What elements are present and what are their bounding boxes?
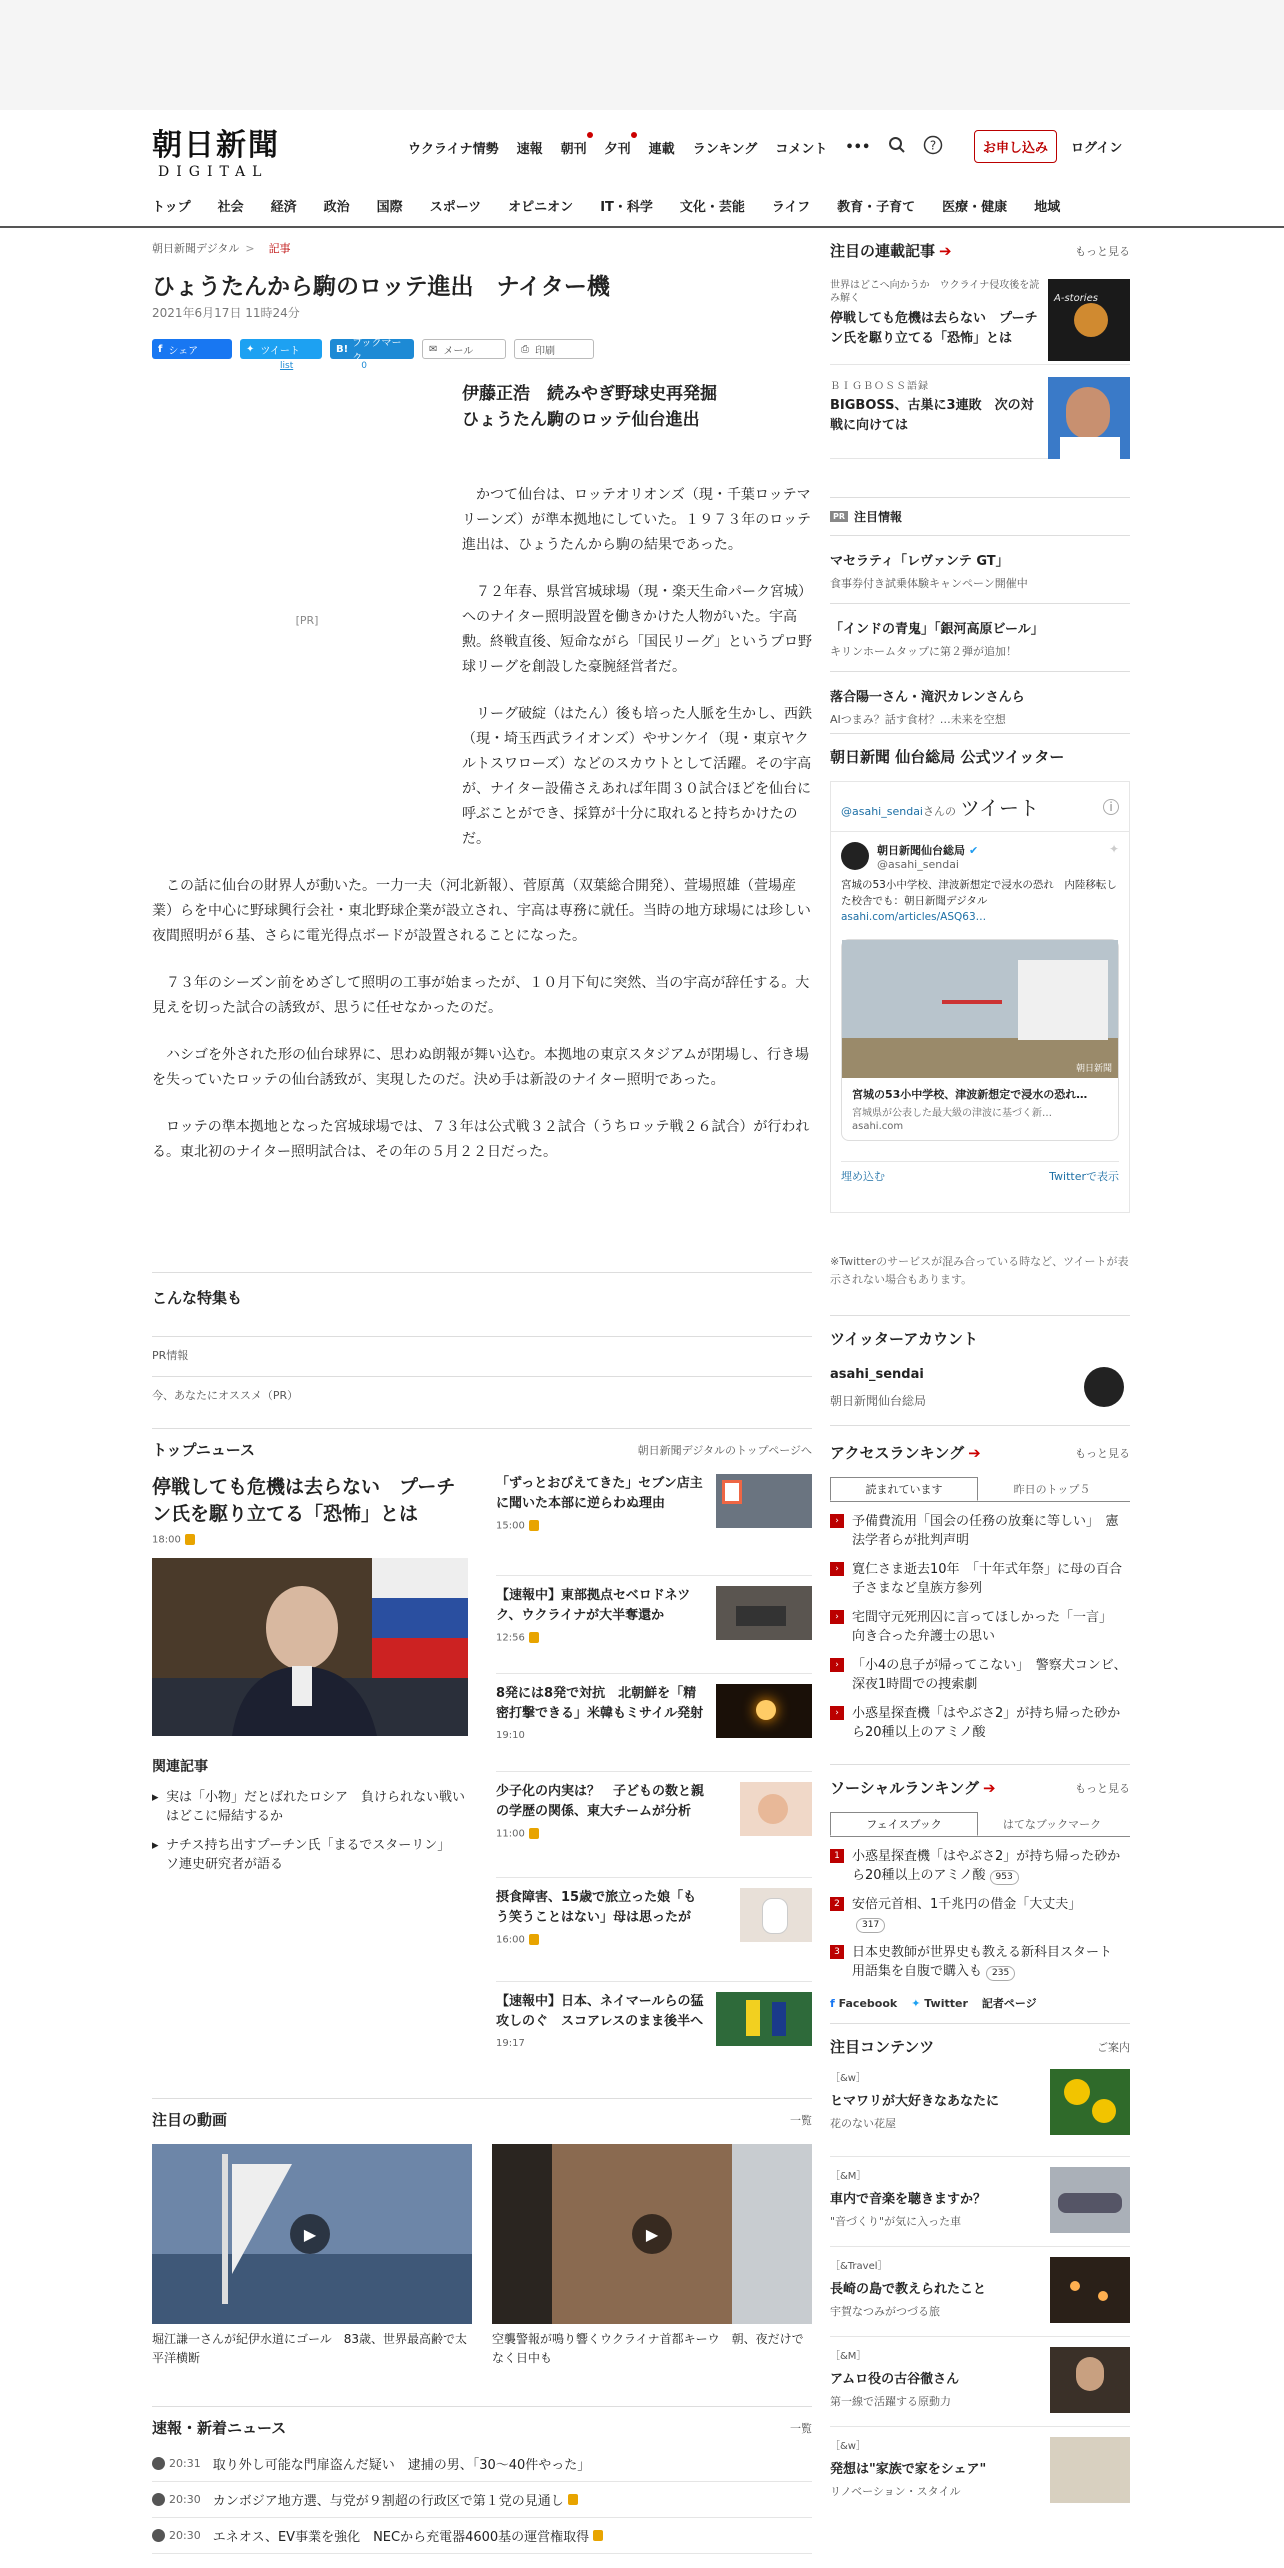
mail-label: メール — [443, 345, 474, 357]
top-news-thumb — [716, 1992, 812, 2046]
content-item[interactable] — [830, 2069, 1130, 2157]
top-news-item[interactable] — [496, 1674, 812, 1772]
cat-life[interactable]: ライフ — [771, 200, 811, 215]
pr-item[interactable] — [830, 603, 1130, 659]
ranking-item[interactable] — [830, 1512, 1130, 1550]
breaking-text: カンボジア地方選、与党が９割超の行政区で第１党の見通し — [212, 2494, 564, 2509]
article-paragraph: ７３年のシーズン前をめざして照明の工事が始まったが、１０月下旬に突然、当の宇高が辞任する。大見えを切った試合の誘致が、思うに任せなかったのだ。 — [152, 975, 810, 1016]
facebook-link[interactable] — [830, 1997, 897, 2010]
top-news-item[interactable] — [496, 1772, 812, 1878]
access-ranking — [830, 1425, 1130, 1742]
content-sub: 宇賀なつみがつづる旅 — [830, 2305, 940, 2318]
share-bar — [152, 338, 812, 364]
twitter-section-title: 朝日新聞 仙台総局 公式ツイッター — [830, 748, 1065, 766]
share-count-badge: 235 — [986, 1966, 1015, 1981]
serial-item-title: 停戦しても危機は去らない プーチン氏を駆り立てる「恐怖」とは — [830, 311, 1038, 346]
content-item[interactable] — [830, 2437, 1130, 2498]
clock-icon — [152, 2529, 165, 2542]
serial-item[interactable] — [830, 369, 1130, 459]
lead-title[interactable]: 停戦しても危機は去らない プーチン氏を駆り立てる「恐怖」とは — [152, 1476, 456, 1525]
top-news-item-title: 【速報中】日本、ネイマールらの猛攻しのぐ スコアレスのまま後半へ — [496, 1994, 704, 2029]
serial-title: 注目の連載記事 — [830, 242, 936, 260]
tab-read[interactable]: 読まれています — [830, 1477, 978, 1501]
nav-morning-label: 朝刊 — [560, 142, 587, 157]
top-news-item-time: 11:00 — [496, 1828, 525, 1840]
content-title: ヒマワリが大好きなあなたに — [830, 2094, 1000, 2109]
cat-health[interactable]: 医療・健康 — [942, 200, 1008, 215]
verified-icon: ✔ — [969, 844, 979, 857]
content-title: 長崎の島で教えられたこと — [830, 2282, 987, 2297]
article-paragraph: ７２年春、県営宮城球場（現・楽天生命パーク宮城）へのナイター照明設置を働きかけた人物がいた。宇高勲。終戦直後、短命ながら「国民リーグ」というプロ野球リーグを創設した豪腕経営者だ。 — [462, 584, 812, 675]
twitter-link[interactable] — [911, 1997, 968, 2010]
top-news-item-time: 19:17 — [496, 2038, 525, 2049]
top-news-item-title: 少子化の内実は？ 子どもの数と親の学歴の関係、東大チームが分析 — [496, 1784, 705, 1819]
tweet-card-image — [842, 940, 1118, 1078]
twitter-bird-icon: ✦ — [1108, 842, 1119, 856]
twitter-section — [830, 733, 1130, 1289]
rank-number-icon: 3 — [830, 1945, 844, 1959]
facebook-icon: f — [158, 343, 163, 355]
rank-number-icon: › — [830, 1610, 844, 1624]
lead-time: 18:00 — [152, 1534, 181, 1546]
related-item-text: ナチス持ち出すプーチン氏「まるでスターリン」 ソ連史研究者が語る — [166, 1837, 457, 1872]
share-counts — [152, 361, 812, 371]
ad-box[interactable] — [152, 381, 462, 859]
lead-photo — [152, 1558, 468, 1736]
related-item[interactable]: ▸ ナチス持ち出すプーチン氏「まるでスターリン」 ソ連史研究者が語る — [152, 1837, 457, 1872]
arrow-right-icon: ➔ — [968, 1444, 981, 1462]
clock-icon — [152, 2457, 165, 2470]
tweet-label: ツイート — [260, 345, 300, 357]
content-item[interactable] — [830, 2167, 1130, 2247]
content-title: 発想は"家族で家をシェア" — [830, 2462, 987, 2477]
pr-item-title: マセラティ「レヴァンテ GT」 — [830, 554, 1009, 569]
rank-number-icon: › — [830, 1706, 844, 1720]
facebook-share-label: シェア — [168, 345, 199, 357]
content-thumb — [1050, 2437, 1130, 2503]
social-ranking-text: 安倍元首相、1千兆円の借金「大丈夫」 — [852, 1897, 1082, 1912]
top-page-link[interactable]: 朝日新聞デジタルのトップページへ — [637, 1443, 812, 1457]
facebook-icon: f — [830, 1996, 839, 2010]
hatena-icon: B! — [336, 343, 349, 355]
content-thumb — [1050, 2167, 1130, 2233]
top-news-item-time: 16:00 — [496, 1934, 525, 1946]
tab-hatena[interactable]: はてなブックマーク — [1002, 1818, 1102, 1831]
twitter-account — [830, 1315, 1130, 1409]
lock-icon — [529, 1934, 539, 1945]
article-paragraph: ハシゴを外された形の仙台球界に、思わぬ朗報が舞い込む。本拠地の東京スタジアムが閉場し、行き場を失っていたロッテの仙台誘致が、実現したのだ。決め手は新設のナイター照明であった。 — [152, 1047, 810, 1088]
content-title: 車内で音楽を聴きますか？ — [830, 2192, 987, 2207]
top-news-item-time: 19:10 — [496, 1730, 525, 1741]
more-menu-icon[interactable]: ••• — [845, 140, 871, 155]
ranking-item-text: 寛仁さま逝去10年 「十年式年祭」に母の百合子さまなど皇族方参列 — [852, 1562, 1123, 1596]
sidebar — [830, 240, 1130, 2498]
content-item[interactable] — [830, 2347, 1130, 2427]
videos-title: 注目の動画 — [152, 2111, 228, 2129]
ad-label: [PR] — [295, 613, 319, 627]
mail-button[interactable] — [422, 339, 506, 359]
tweet-user-name: 朝日新聞仙台総局 — [877, 844, 965, 857]
videos-more-link[interactable]: 一覧 — [790, 2113, 812, 2127]
pr-badge: PR — [830, 511, 848, 522]
breadcrumb — [152, 240, 812, 256]
site-header — [0, 110, 1284, 228]
reporter-page-link[interactable]: 記者ページ — [981, 1997, 1037, 2010]
social-ranking-item[interactable] — [830, 1895, 1130, 1933]
serial-header — [830, 240, 1130, 261]
breaking-section — [152, 2406, 812, 2554]
twitter-bird-icon: ✦ — [246, 343, 255, 355]
breadcrumb-home[interactable]: 朝日新聞デジタル — [152, 242, 240, 255]
videos-section — [152, 2098, 812, 2368]
rank-number-icon: 1 — [830, 1849, 844, 1863]
nav-evening[interactable] — [605, 138, 631, 157]
main-column — [152, 240, 812, 1165]
rank-number-icon: › — [830, 1658, 844, 1672]
related-title: 関連記事 — [152, 1758, 208, 1775]
pr-item-sub: AIつまみ？話す食材？…未来を空想 — [830, 713, 1006, 726]
header-icons — [886, 134, 958, 156]
pr-item-title: 落合陽一さん・滝沢カレンさんら — [830, 690, 1025, 705]
pr-section — [830, 497, 1130, 727]
hatena-count[interactable]: 0 — [361, 361, 367, 371]
social-ranking-more[interactable]: もっと見る — [1075, 1781, 1130, 1795]
videos-list — [152, 2144, 812, 2368]
article-paragraph: ロッテの準本拠地となった宮城球場では、７３年は公式戦３２試合（うちロッテ戦２６試合）が行われる。東北初のナイター照明試合は、その年の５月２２日だった。 — [152, 1119, 810, 1160]
tab-yesterday[interactable]: 昨日のトップ５ — [1013, 1483, 1091, 1496]
top-news-item[interactable] — [496, 1982, 812, 2078]
contents-title: 注目コンテンツ — [830, 2038, 935, 2056]
rank-number-icon: › — [830, 1514, 844, 1528]
pr-item-sub: キリンホームタップに第２弾が追加！ — [830, 645, 1017, 658]
tweet-card-watermark: 朝日新聞 — [1075, 1064, 1112, 1074]
info-icon[interactable]: i — [1103, 799, 1119, 815]
twitter-account-title: ツイッターアカウント — [830, 1330, 979, 1348]
serial-kicker: 世界はどこへ向かうか ウクライナ侵攻後を読み解く — [830, 280, 1040, 304]
top-news-title: トップニュース — [152, 1441, 256, 1459]
top-news-item-title: 摂食障害、15歳で旅立った娘「もう笑うことはない」母は思ったが — [496, 1890, 697, 1925]
nav-morning[interactable] — [561, 138, 587, 157]
tweet-card-domain: asahi.com — [852, 1121, 904, 1132]
logo-main: 朝日新聞 — [152, 128, 280, 163]
tweet-link[interactable]: asahi.com/articles/ASQ63… — [841, 911, 987, 923]
lock-icon — [529, 1520, 539, 1531]
cat-education[interactable]: 教育・子育て — [837, 200, 916, 215]
ranking-item[interactable] — [830, 1704, 1130, 1742]
print-icon: ⎙ — [521, 343, 529, 355]
serial-thumb-text: A-stories — [1054, 293, 1098, 304]
social-ranking — [830, 1764, 1130, 2011]
top-news-thumb — [740, 1888, 812, 1942]
pr-item-title: 「インドの青鬼」「銀河高原ビール」 — [830, 622, 1044, 637]
share-count-badge: 953 — [990, 1870, 1019, 1885]
breaking-time: 20:31 — [169, 2457, 201, 2470]
hatena-label: ブックマーク — [352, 338, 402, 364]
content-thumb — [1050, 2347, 1130, 2413]
share-count-badge: 317 — [856, 1918, 885, 1933]
breaking-text: 取り外し可能な門扉盗んだ疑い 逮捕の男、「30～40件やった」 — [212, 2458, 591, 2473]
breaking-item[interactable] — [152, 2518, 812, 2554]
facebook-share-button[interactable] — [152, 339, 232, 359]
breaking-header — [152, 2406, 812, 2446]
ranking-item-text: 小惑星探査機「はやぶさ2」が持ち帰った砂から20種以上のアミノ酸 — [852, 1706, 1121, 1740]
cat-opinion[interactable]: オピニオン — [508, 200, 574, 215]
play-icon[interactable]: ▶ — [290, 2214, 330, 2254]
ranking-item[interactable] — [830, 1608, 1130, 1646]
cat-it-science[interactable]: IT・科学 — [600, 200, 653, 215]
cat-international[interactable]: 国際 — [376, 200, 403, 215]
article-body — [152, 381, 812, 1165]
twitter-handle-suffix: さんの — [923, 805, 956, 818]
top-news-item-title: 【速報中】東部拠点セベロドネツク、ウクライナが大半奪還か — [496, 1588, 691, 1623]
content-sub: 第一線で活躍する原動力 — [830, 2395, 951, 2408]
pr-item[interactable] — [830, 671, 1130, 727]
lock-icon — [529, 1632, 539, 1643]
lock-icon — [529, 1828, 539, 1839]
twitter-account-name: asahi_sendai — [830, 1367, 924, 1382]
pr-info-label: PR情報 — [152, 1349, 189, 1362]
videos-header — [152, 2098, 812, 2130]
embed-link[interactable]: 埋め込む — [841, 1170, 885, 1183]
top-news-item-time: 12:56 — [496, 1632, 525, 1644]
content-tag: ［&w］ — [830, 2073, 866, 2084]
cat-society[interactable]: 社会 — [217, 200, 244, 215]
play-icon[interactable]: ▶ — [632, 2214, 672, 2254]
access-ranking-title: アクセスランキング — [830, 1444, 965, 1462]
ranking-item-text: 「小4の息子が帰ってこない」 警察犬コンビ、深夜1時間での捜索劇 — [852, 1658, 1127, 1692]
tweet-user-handle: @asahi_sendai — [877, 858, 959, 871]
cat-politics[interactable]: 政治 — [323, 200, 350, 215]
lock-icon — [568, 2494, 578, 2505]
twitter-link-label: Twitter — [924, 1996, 968, 2010]
content-tag: ［&Travel］ — [830, 2261, 888, 2272]
cat-culture[interactable]: 文化・芸能 — [679, 200, 745, 215]
arrow-right-icon: ➔ — [939, 242, 952, 260]
top-ad-band — [0, 0, 1284, 110]
top-news-item[interactable] — [496, 1576, 812, 1674]
lock-icon — [593, 2530, 603, 2541]
serial-thumb — [1048, 377, 1130, 459]
tweet-card-desc: 宮城県が公表した最大級の津波に基づく新… — [852, 1108, 1052, 1119]
video-item[interactable] — [152, 2144, 472, 2368]
related-item-text: 実は「小物」だとばれたロシア 負けられない戦いはどこに帰結するか — [166, 1789, 466, 1824]
ranking-item[interactable] — [830, 1656, 1130, 1694]
help-icon[interactable] — [922, 134, 944, 156]
pr-title: 注目情報 — [854, 510, 903, 524]
access-ranking-more[interactable]: もっと見る — [1075, 1446, 1130, 1460]
lock-icon — [185, 1534, 195, 1545]
content-sub: リノベーション・スタイル — [830, 2485, 961, 2498]
nav-ranking[interactable]: ランキング — [692, 142, 758, 157]
content-item[interactable] — [830, 2257, 1130, 2337]
arrow-right-icon: ➔ — [982, 1779, 996, 1797]
social-ranking-item[interactable] — [830, 1847, 1130, 1885]
breaking-item[interactable] — [152, 2482, 812, 2518]
tweet-button[interactable] — [240, 339, 322, 359]
tweet-card[interactable] — [841, 939, 1119, 1141]
recommend — [152, 1376, 812, 1416]
social-ranking-text: 日本史教師が世界史も教える新科目スタート 用語集を自腹で購入も — [852, 1945, 1126, 1979]
recommend-label: 今、あなたにオススメ（PR） — [152, 1389, 299, 1402]
tweet[interactable] — [831, 831, 1129, 871]
breadcrumb-current: 記事 — [268, 242, 291, 255]
social-links — [830, 1995, 1130, 2011]
breaking-time: 20:30 — [169, 2529, 201, 2542]
nav-serial[interactable]: 連載 — [648, 142, 675, 157]
top-news-item-time: 15:00 — [496, 1520, 525, 1532]
ranking-item[interactable] — [830, 1560, 1130, 1598]
breadcrumb-separator: > — [245, 242, 255, 255]
video-thumb — [492, 2144, 812, 2324]
top-news-thumb — [740, 1782, 812, 1836]
content-thumb — [1050, 2069, 1130, 2135]
serial-kicker: ＢＩＧＢＯＳＳ語録 — [830, 381, 929, 392]
twitter-bird-icon: ✦ — [911, 1996, 925, 2010]
pr-info — [152, 1336, 812, 1376]
video-caption: 空襲警報が鳴り響くウクライナ首都キーウ 朝、夜だけでなく日中も — [492, 2332, 804, 2365]
social-ranking-title: ソーシャルランキング — [830, 1779, 979, 1797]
search-icon[interactable] — [886, 134, 908, 156]
article-paragraph: この話に仙台の財界人が動いた。一力一夫（河北新報）、菅原萬（双葉総合開発）、萱場照雄（萱場産業）らを中心に野球興行会社・東北野球企業が設立され、宇高は専務に就任。当時の地方球場には珍しい夜間照明が６基、さらに電光得点ボードが設置されることになった。 — [152, 878, 811, 944]
article-paragraph: リーグ破綻（はたん）後も培った人脈を生かし、西鉄（現・埼玉西武ライオンズ）やサンケイ（現・東京ヤクルトスワローズ）などのスカウトとして活躍。その宇高が、ナイター設備さえあれば年間３０試合ほどを仙台に呼ぶことができ、採算が十分に取れると持ちかけたのだ。 — [462, 706, 812, 847]
cat-sports[interactable]: スポーツ — [429, 200, 482, 215]
hatena-bookmark-button[interactable] — [330, 338, 414, 364]
video-caption: 堀江謙一さんが紀伊水道にゴール 83歳、世界最高齢で太平洋横断 — [152, 2332, 468, 2365]
access-ranking-tabs — [830, 1477, 1130, 1502]
rank-number-icon: 2 — [830, 1897, 844, 1911]
top-news-header — [152, 1428, 812, 1470]
cat-top[interactable]: トップ — [152, 200, 191, 215]
breaking-more-link[interactable]: 一覧 — [790, 2421, 812, 2435]
mail-icon: ✉ — [429, 343, 438, 355]
nav-ukraine[interactable]: ウクライナ情勢 — [408, 142, 499, 157]
social-ranking-text: 小惑星探査機「はやぶさ2」が持ち帰った砂から20種以上のアミノ酸 — [852, 1849, 1121, 1883]
article-subhead: 伊藤正浩 続みやぎ野球史再発掘 ひょうたん駒のロッテ仙台進出 — [462, 384, 717, 430]
print-label: 印刷 — [535, 345, 555, 357]
related-item[interactable]: ▸ 実は「小物」だとばれたロシア 負けられない戦いはどこに帰結するか — [152, 1789, 466, 1824]
content-thumb — [1050, 2257, 1130, 2323]
cat-local[interactable]: 地域 — [1034, 200, 1061, 215]
content-title: アムロ役の古谷徹さん — [830, 2372, 960, 2387]
site-logo[interactable] — [152, 120, 280, 180]
tweet-card-title: 宮城の53小中学校、津波新想定で浸水の恐れ… — [852, 1088, 1088, 1101]
featured-contents — [830, 2023, 1130, 2498]
new-dot — [587, 132, 593, 138]
avatar — [841, 842, 869, 870]
twitter-account-sub: 朝日新聞仙台総局 — [830, 1394, 927, 1408]
facebook-link-label: Facebook — [838, 1996, 898, 2010]
article-title: ひょうたんから駒のロッテ進出 ナイター機 — [152, 274, 610, 300]
serial-item[interactable] — [830, 279, 1130, 365]
avatar — [1084, 1367, 1124, 1407]
top-news-item-title: 8発には8発で対抗 北朝鮮を「精密打撃できる」米韓もミサイル発射 — [496, 1686, 704, 1721]
top-news-item-title: 「ずっとおびえてきた」セブン店主に聞いた本部に逆らわぬ理由 — [496, 1476, 703, 1511]
breaking-title: 速報・新着ニュース — [152, 2419, 287, 2437]
article-paragraph: かつて仙台は、ロッテオリオンズ（現・千葉ロッテマリーンズ）が準本拠地にしていた。１９７３年のロッテ進出は、ひょうたんから駒の結果であった。 — [462, 487, 812, 553]
subscribe-button[interactable]: お申し込み — [974, 130, 1057, 163]
clock-icon — [152, 2493, 165, 2506]
features-header — [152, 1272, 812, 1336]
serial-thumb — [1048, 279, 1130, 361]
tab-facebook[interactable]: フェイスブック — [830, 1812, 978, 1836]
new-dot — [631, 132, 637, 138]
twitter-note: ※Twitterのサービスが混み合っている時など、ツイートが表示されない場合もあります。 — [830, 1255, 1129, 1286]
features-section — [152, 1272, 812, 1416]
content-sub: 花のない花屋 — [830, 2117, 896, 2130]
video-thumb — [152, 2144, 472, 2324]
tweet-count[interactable]: list — [280, 361, 294, 371]
features-title: こんな特集も — [152, 1289, 243, 1307]
twitter-account-item[interactable] — [830, 1367, 1130, 1409]
twitter-handle-link[interactable]: @asahi_sendai — [841, 805, 923, 818]
breaking-text: エネオス、EV事業を強化 NECから充電器4600基の運営権取得 — [212, 2530, 590, 2545]
top-news-thumb — [716, 1684, 812, 1738]
breaking-time: 20:30 — [169, 2493, 201, 2506]
top-news-list — [496, 1470, 812, 2078]
article-date: 2021年6月17日 11時24分 — [152, 306, 300, 320]
tweet-text: 宮城の53小中学校、津波新想定で浸水の恐れ 内陸移転した校舎でも：朝日新聞デジタル — [841, 879, 1117, 907]
rank-number-icon: › — [830, 1562, 844, 1576]
top-news-thumb — [716, 1474, 812, 1528]
svg-text:?: ? — [929, 138, 937, 153]
top-nav — [408, 138, 888, 157]
login-button[interactable]: ログイン — [1071, 141, 1123, 156]
twitter-tweets-label: ツイート — [960, 796, 1039, 820]
content-sub: "音づくり"が気に入った車 — [830, 2215, 962, 2228]
social-ranking-tabs — [830, 1812, 1130, 1837]
view-on-twitter-link[interactable]: Twitterで表示 — [1049, 1170, 1119, 1183]
twitter-embed — [830, 781, 1130, 1213]
cat-economy[interactable]: 経済 — [270, 200, 297, 215]
ranking-item-text: 宅間守元死刑囚に言ってほしかった「一言」 向き合った弁護士の思い — [852, 1610, 1119, 1644]
top-news-body — [152, 1470, 812, 2078]
nav-breaking[interactable]: 速報 — [516, 142, 543, 157]
top-news — [152, 1428, 812, 2078]
content-tag: ［&M］ — [830, 2171, 867, 2182]
pr-item[interactable] — [830, 535, 1130, 591]
logo-sub: DIGITAL — [158, 164, 269, 180]
lead-image[interactable] — [152, 1558, 468, 1736]
category-nav — [152, 196, 1087, 215]
video-item[interactable] — [492, 2144, 812, 2368]
contents-more[interactable]: ご案内 — [1097, 2040, 1130, 2054]
ranking-item-text: 予備費流用「国会の任務の放棄に等しい」 憲法学者らが批判声明 — [852, 1514, 1119, 1548]
lead-story[interactable] — [152, 1470, 468, 2078]
breaking-item[interactable] — [152, 2446, 812, 2482]
content-tag: ［&M］ — [830, 2351, 867, 2362]
pr-item-sub: 食事券付き試乗体験キャンペーン開催中 — [830, 577, 1028, 590]
nav-comment[interactable]: コメント — [775, 142, 828, 157]
nav-evening-label: 夕刊 — [604, 142, 631, 157]
serial-more-link[interactable]: もっと見る — [1075, 244, 1130, 258]
top-news-thumb — [716, 1586, 812, 1640]
top-news-item[interactable] — [496, 1878, 812, 1982]
print-button[interactable] — [514, 339, 594, 359]
serial-item-title: BIGBOSS、古巣に3連敗 次の対戦に向けては — [830, 398, 1034, 433]
social-ranking-item[interactable] — [830, 1943, 1130, 1981]
content-tag: ［&w］ — [830, 2441, 866, 2452]
top-news-item[interactable] — [496, 1470, 812, 1576]
